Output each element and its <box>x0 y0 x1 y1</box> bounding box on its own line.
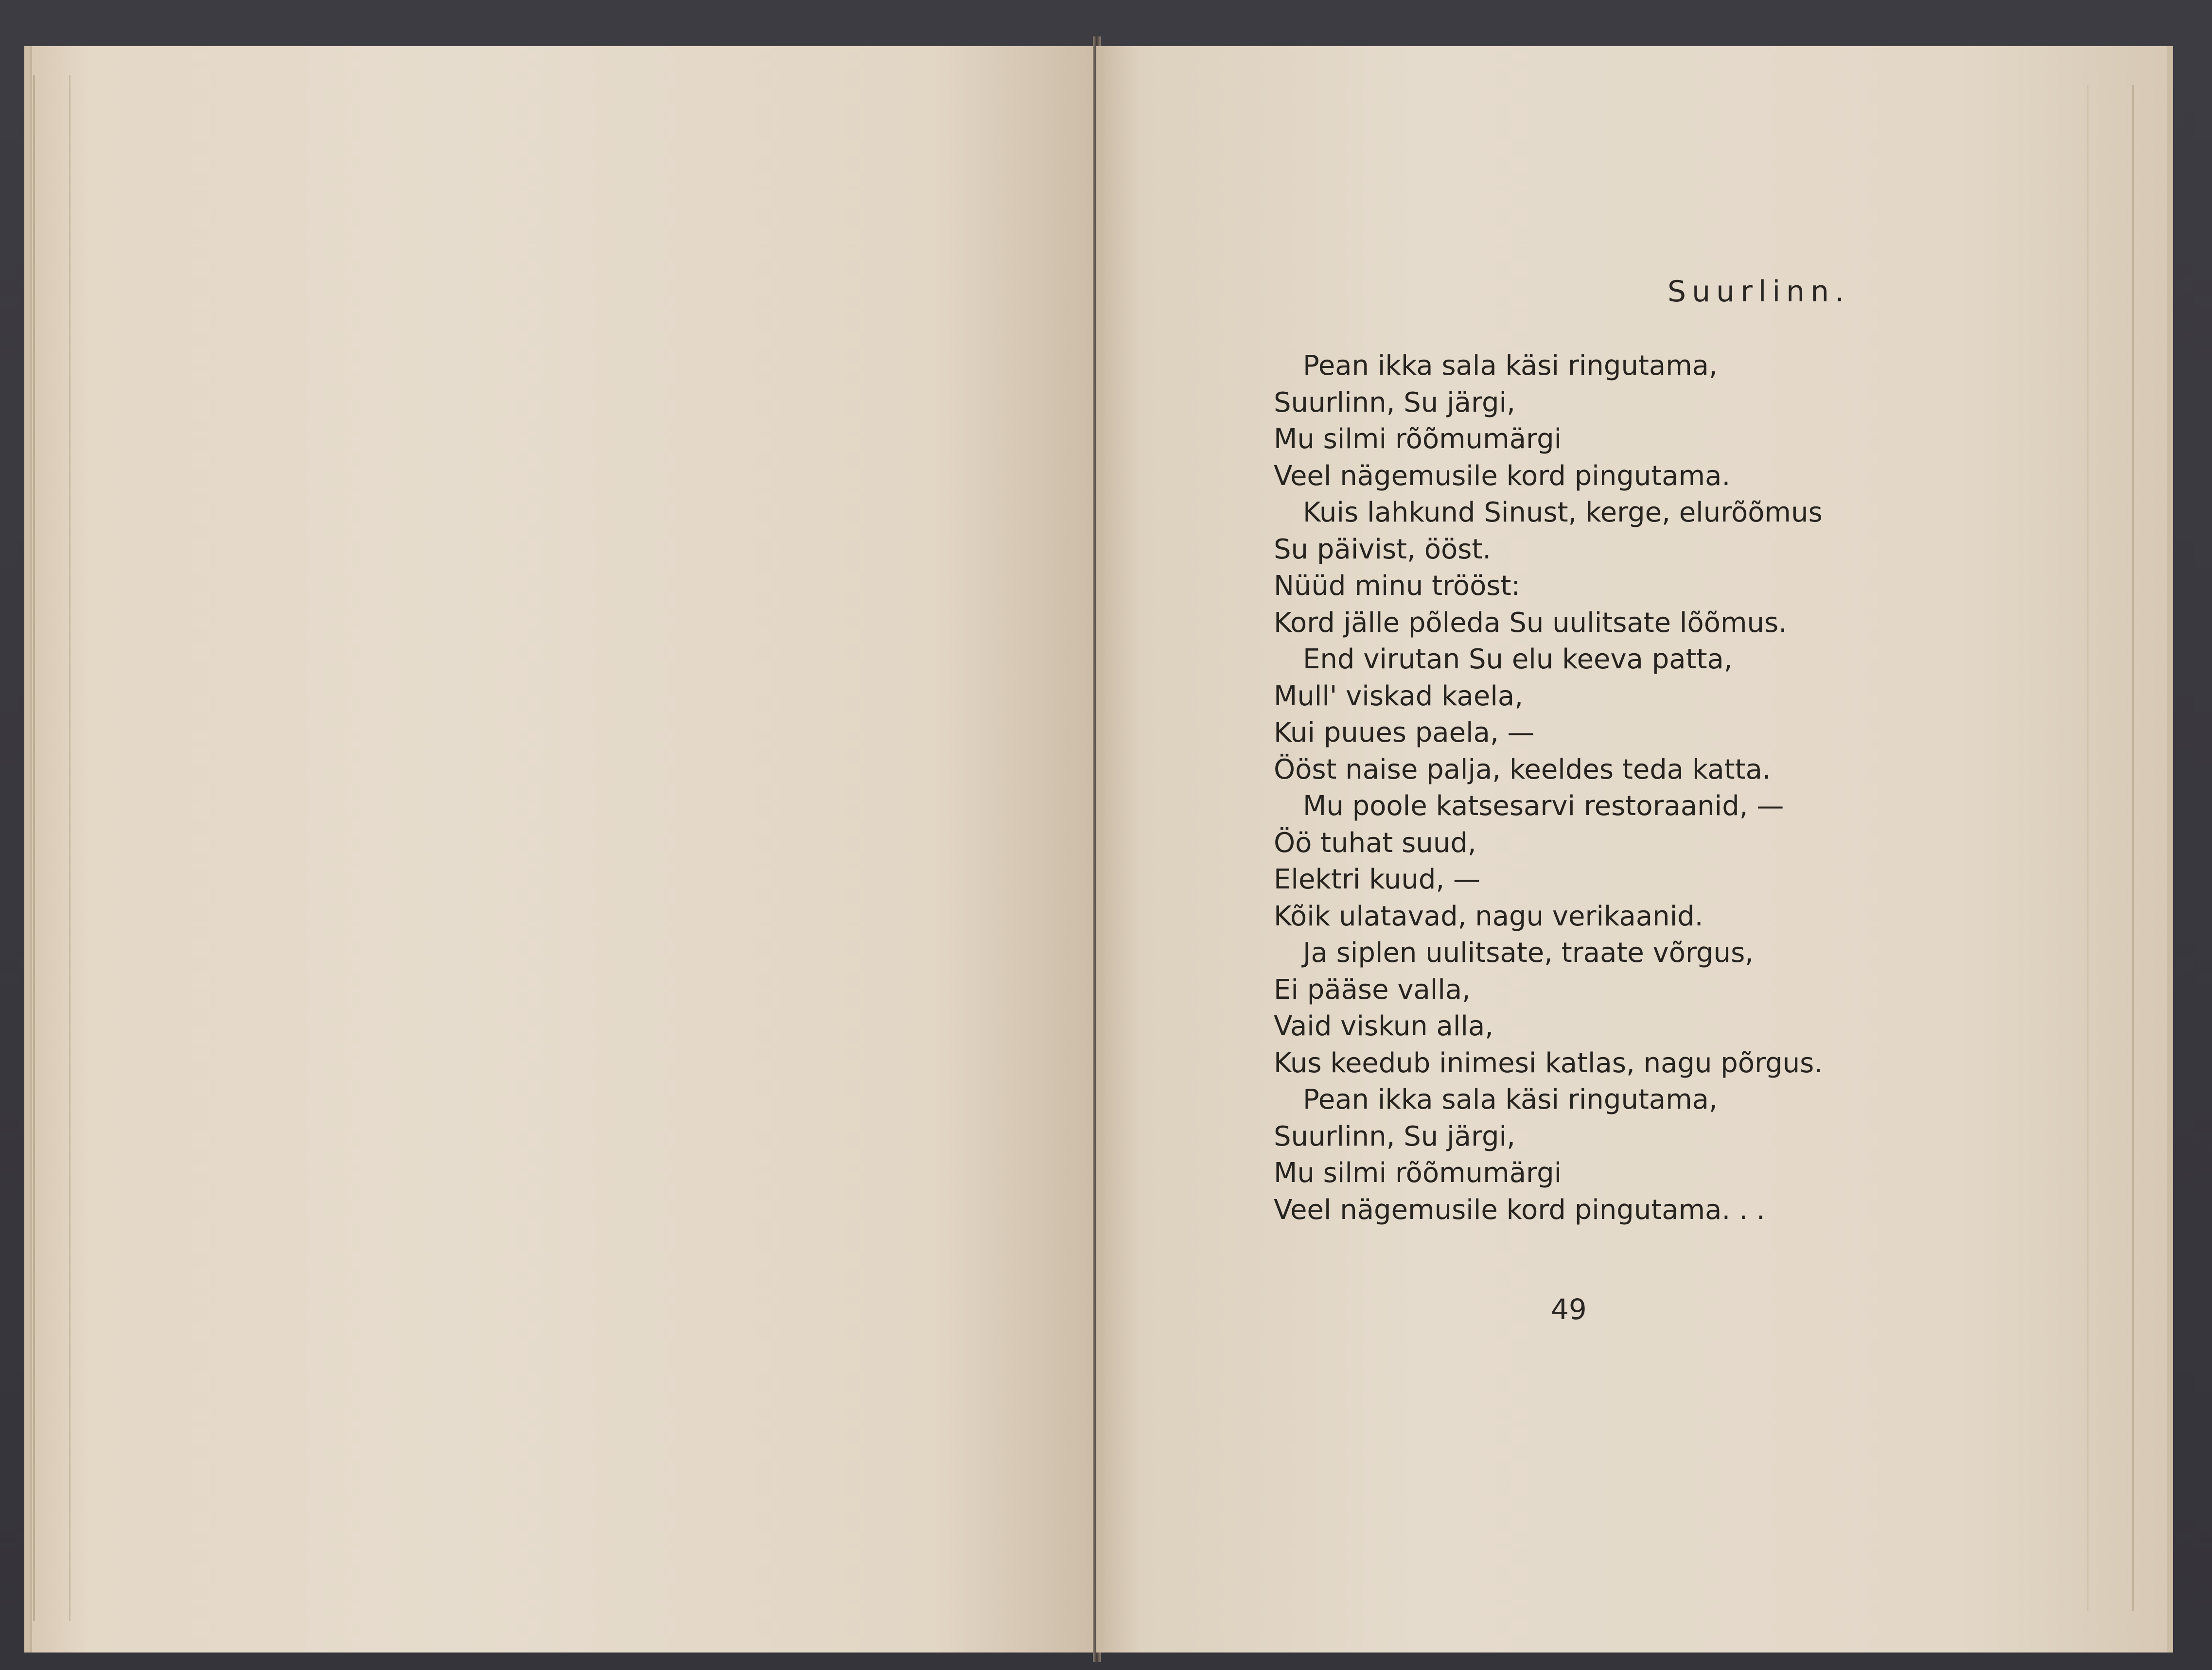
stanza-6 <box>1274 1081 1964 1228</box>
poem-line: Ei pääse valla, <box>1274 974 1471 1006</box>
poem-body <box>1274 348 1964 1228</box>
poem-line: Kuis lahkund Sinust, kerge, elurõõmus <box>1303 497 1823 528</box>
poem-line: Pean ikka sala käsi ringutama, <box>1303 350 1718 382</box>
left-page-blank <box>24 46 1096 1653</box>
open-book <box>24 46 2173 1653</box>
stanza-2 <box>1274 494 1964 641</box>
stanza-1 <box>1274 348 1964 494</box>
page-number: 49 <box>1551 1293 1587 1326</box>
poem-line: Elektri kuud, — <box>1274 864 1481 895</box>
poem-line: Mu silmi rõõmumärgi <box>1274 1157 1562 1189</box>
poem-title: Suurlinn. <box>1668 275 1850 309</box>
poem-line: Veel nägemusile kord pingutama. <box>1274 460 1731 492</box>
left-page-edges <box>33 75 70 1621</box>
poem-line: Mull' viskad kaela, <box>1274 680 1523 712</box>
poem-line: Kord jälle põleda Su uulitsate lõõmus. <box>1274 607 1788 639</box>
poem-line: End virutan Su elu keeva patta, <box>1303 644 1733 675</box>
poem-line: Mu silmi rõõmumärgi <box>1274 423 1562 455</box>
poem-line: Mu poole katsesarvi restoraanid, — <box>1303 790 1784 822</box>
poem-line: Kui puues paela, — <box>1274 717 1535 748</box>
poem-line: Kõik ulatavad, nagu verikaanid. <box>1274 900 1703 932</box>
poem-line: Pean ikka sala käsi ringutama, <box>1303 1084 1718 1115</box>
poem-line: Vaid viskun alla, <box>1274 1010 1494 1042</box>
right-page-edges <box>2087 85 2134 1611</box>
poem-line: Ööst naise palja, keeldes teda katta. <box>1274 753 1771 785</box>
poem-line: Su päivist, ööst. <box>1274 533 1492 565</box>
poem-line: Suurlinn, Su järgi, <box>1274 1120 1515 1152</box>
stanza-4 <box>1274 788 1964 935</box>
poem-line: Öö tuhat suud, <box>1274 827 1476 859</box>
stanza-5 <box>1274 935 1964 1081</box>
poem-line: Kus keedub inimesi katlas, nagu põrgus. <box>1274 1047 1823 1079</box>
poem-line: Nüüd minu trööst: <box>1274 570 1521 602</box>
poem-line: Veel nägemusile kord pingutama. . . <box>1274 1194 1765 1226</box>
poem-line: Ja siplen uulitsate, traate võrgus, <box>1303 937 1754 969</box>
poem-line: Suurlinn, Su järgi, <box>1274 386 1515 418</box>
stanza-3 <box>1274 641 1964 788</box>
